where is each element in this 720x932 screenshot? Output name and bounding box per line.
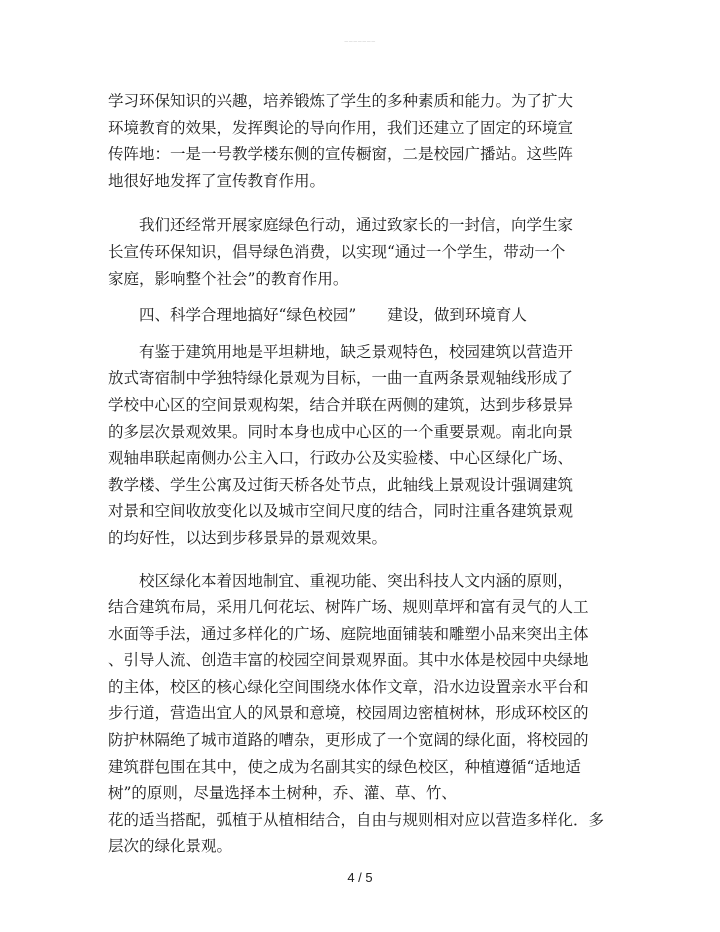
text-line: 防护林隔绝了城市道路的嘈杂，更形成了一个宽阔的绿化面，将校园的 (108, 731, 589, 750)
text-line: 的均好性，以达到步移景异的景观效果。 (108, 528, 388, 547)
header-mark: ——————— (344, 38, 376, 43)
text-line: 教学楼、学生公寓及过街天桥各处节点，此轴线上景观设计强调建筑 (108, 475, 574, 494)
text-line: 学习环保知识的兴趣，培养锻炼了学生的多种素质和能力。为了扩大 (108, 92, 574, 110)
text-line: 放式寄宿制中学独特绿化景观为目标，一曲一直两条景观轴线形成了 (108, 369, 574, 388)
text-line: 观轴串联起南侧办公主入口，行政办公及实验楼、中心区绿化广场、 (108, 449, 574, 468)
text-line: 家庭，影响整个社会”的教育作用。 (108, 269, 349, 288)
text-line: 我们还经常开展家庭绿色行动，通过致家长的一封信，向学生家 (108, 216, 574, 235)
text-line: 层次的绿化景观。 (108, 837, 233, 856)
text-line: 的多层次景观效果。同时本身也成中心区的一个重要景观。南北向景 (108, 422, 574, 441)
text-line: 的主体，校区的核心绿化空间围绕水体作文章，沿水边设置亲水平台和 (108, 677, 589, 696)
text-line: 对景和空间收放变化以及城市空间尺度的结合，同时注重各建筑景观 (108, 502, 574, 521)
section-heading-green-campus (108, 302, 608, 329)
text-line: 学校中心区的空间景观构架，结合并联在两侧的建筑，达到步移景异 (108, 395, 574, 414)
document-body (108, 88, 608, 860)
text-line: 花的适当搭配，弧植于从植相结合，自由与规则相对应以营造多样化．多 (108, 810, 605, 829)
text-line: 传阵地：一是一号教学楼东侧的宣传橱窗，二是校园广播站。这些阵 (108, 145, 574, 164)
text-line: 环境教育的效果，发挥舆论的导向作用，我们还建立了固定的环境宣 (108, 118, 574, 137)
text-line: 长宣传环保知识，倡导绿色消费，以实现“通过一个学生，带动一个 (108, 242, 566, 261)
text-line: 有鉴于建筑用地是平坦耕地，缺乏景观特色，校园建筑以营造开 (108, 342, 574, 361)
text-line: 地很好地发挥了宣传教育作用。 (108, 171, 326, 190)
paragraph-environment-education (108, 88, 608, 194)
text-line: 校区绿化本着因地制宜、重视功能、突出科技人文内涵的原则， (108, 571, 574, 590)
text-line: 建筑群包围在其中，使之成为名副其实的绿色校区，种植遵循“适地适 (108, 757, 581, 776)
paragraph-landscape-axis (108, 339, 608, 552)
paragraph-family-green-action (108, 212, 608, 292)
text-line: 、引导人流、创造丰富的校园空间景观界面。其中水体是校园中央绿地 (108, 651, 589, 670)
paragraph-campus-greening (108, 568, 608, 861)
heading-line: 四、科学合理地搞好“绿色校园” 建设，做到环境育人 (108, 306, 527, 325)
text-line: 步行道，营造出宜人的风景和意境，校园周边密植树林，形成环校区的 (108, 704, 589, 723)
text-line: 水面等手法，通过多样化的广场、庭院地面铺装和雕塑小品来突出主体 (108, 624, 589, 643)
page-number: 4 / 5 (347, 870, 373, 885)
text-line: 结合建筑布局，采用几何花坛、树阵广场、规则草坪和富有灵气的人工 (108, 598, 589, 617)
text-line: 树”的原则，尽量选择本土树种，乔、灌、草、竹、 (108, 784, 457, 803)
